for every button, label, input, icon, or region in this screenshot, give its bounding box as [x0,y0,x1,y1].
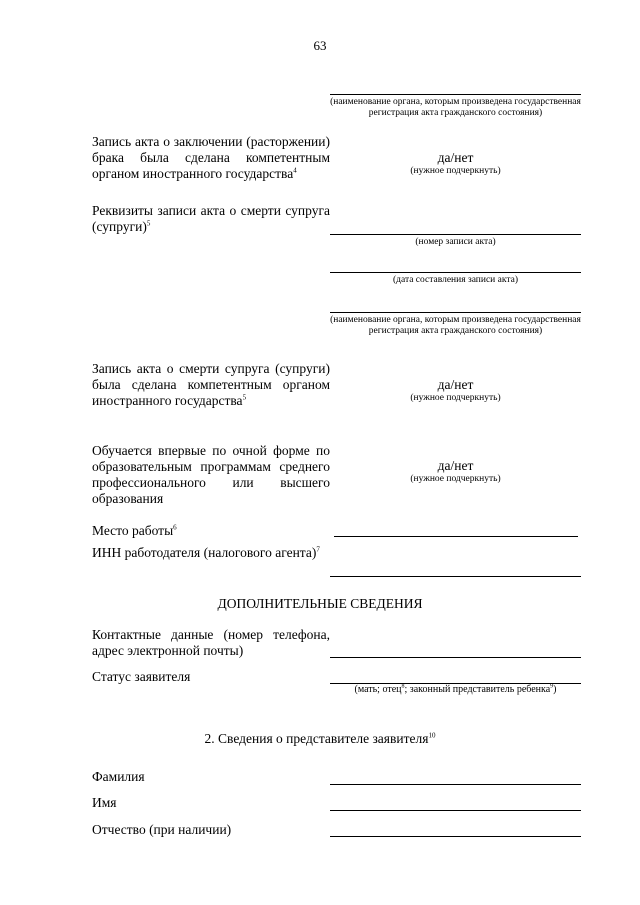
footnote-5: 5 [146,219,151,228]
spouse-death-record-label: Реквизиты записи акта о смерти супруга (супруги)$^5$ [92,203,330,234]
page-number: 63 [313,38,327,53]
patronymic-label: Отчество (при наличии) [92,822,232,837]
record-number-caption: (номер записи акта) [415,237,496,247]
record-date-caption: (дата составления записи акта) [392,275,518,285]
authority-name-caption: (наименование органа, которым произведена государственная регистрация акта гражданского состояния) [330,97,581,118]
yes-no-value[interactable]: да/нет [437,377,474,392]
marriage-abroad-label: Запись акта о заключении (расторжении) брака была сделана компетентным органом иностранного государства$^4$ [92,134,330,181]
death-abroad-choice[interactable] [330,377,581,404]
death-authority-caption: (наименование органа, которым произведена государственная регистрация акта гражданского состояния) [330,315,581,336]
record-date-line[interactable] [330,272,581,273]
surname-field[interactable] [330,784,581,785]
footnote-5: 5 [242,393,247,402]
applicant-status-label: Статус заявителя [92,669,191,684]
representative-heading: 2. Сведения о представителе заявителя$^{10}$ [204,731,436,746]
death-abroad-label: Запись акта о смерти супруга (супруги) была сделана компетентным органом иностранного государства$^5$ [92,361,330,408]
underline-hint: (нужное подчеркнуть) [410,166,501,176]
record-number-line[interactable] [330,234,581,235]
employer-inn-label: ИНН работодателя (налогового агента)$^7$ [92,545,320,560]
contacts-field[interactable] [330,657,581,658]
employer-inn-field[interactable] [330,576,581,577]
footnote-10: 10 [428,731,436,740]
applicant-status-caption: (мать; отец$^8$; законный представитель ребенка$^9$) [354,683,557,695]
surname-label: Фамилия [92,769,145,784]
contacts-label: Контактные данные (номер телефона, адрес электронной почты) [92,627,330,658]
underline-hint: (нужное подчеркнуть) [410,393,501,403]
footnote-4: 4 [293,166,297,175]
name-label: Имя [92,795,117,810]
workplace-field[interactable] [334,536,578,537]
marriage-abroad-choice[interactable] [330,150,581,177]
education-label: Обучается впервые по очной форме по образовательным программам среднего профессионального или высшего образования [92,443,330,506]
death-authority-line[interactable] [330,312,581,313]
name-field[interactable] [330,810,581,811]
yes-no-value[interactable]: да/нет [437,458,474,473]
education-choice[interactable] [330,458,581,485]
patronymic-field[interactable] [330,836,581,837]
footnote-6: 6 [173,523,177,532]
additional-info-heading: ДОПОЛНИТЕЛЬНЫЕ СВЕДЕНИЯ [217,596,423,611]
workplace-label: Место работы$^6$ [92,523,177,538]
authority-name-line[interactable] [330,94,581,95]
underline-hint: (нужное подчеркнуть) [410,474,501,484]
footnote-7: 7 [316,545,320,554]
yes-no-value[interactable]: да/нет [437,150,474,165]
